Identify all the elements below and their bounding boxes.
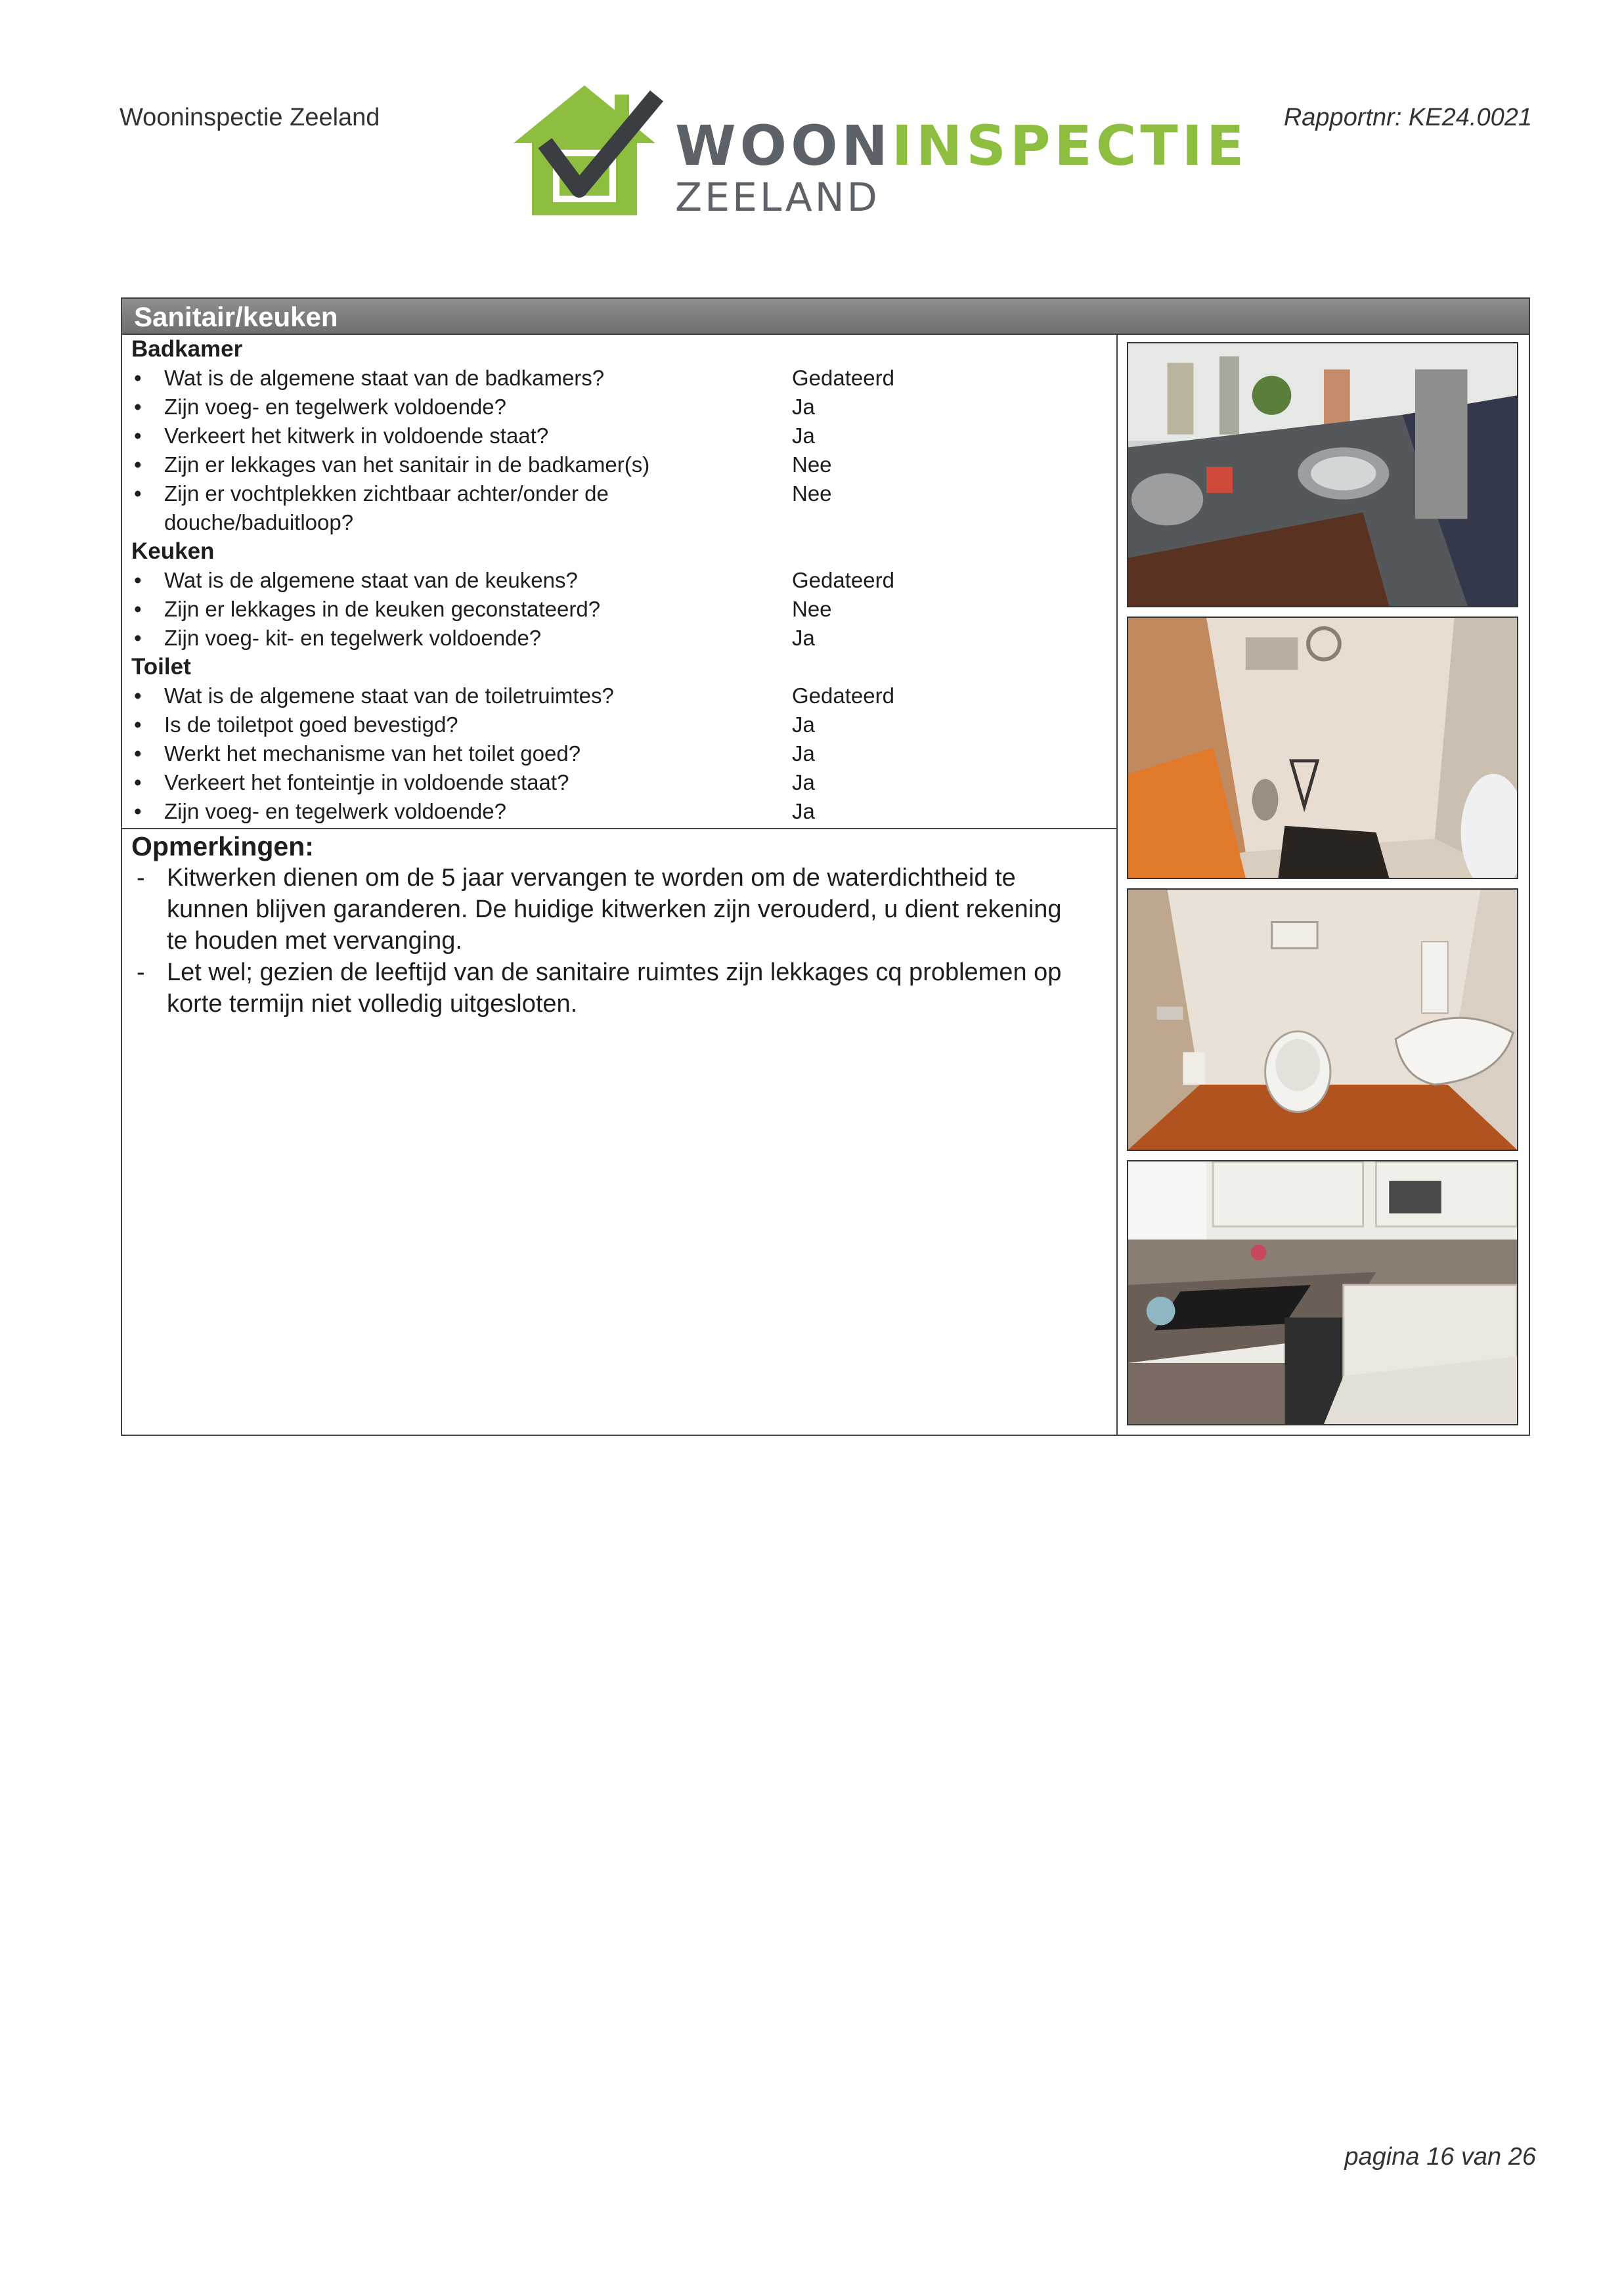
kitchen-photo bbox=[1127, 1160, 1518, 1425]
question-row: • Zijn voeg- kit- en tegelwerk voldoende? Ja bbox=[131, 624, 1103, 653]
answer: Gedateerd bbox=[792, 568, 894, 592]
answer: Ja bbox=[792, 626, 815, 650]
question-row: • Wat is de algemene staat van de keukens? Gedateerd bbox=[131, 566, 1103, 595]
answer: Ja bbox=[792, 712, 815, 737]
question-row: • Zijn voeg- en tegelwerk voldoende? Ja bbox=[131, 393, 1103, 422]
answer: Gedateerd bbox=[792, 683, 894, 708]
answer: Ja bbox=[792, 423, 815, 448]
answer: Nee bbox=[792, 597, 832, 621]
section-title-bar bbox=[122, 299, 1529, 335]
remarks-title: Opmerkingen: bbox=[131, 831, 314, 861]
logo-subtitle: ZEELAND bbox=[675, 175, 880, 221]
question-row: • Verkeert het fonteintje in voldoende staat? Ja bbox=[131, 768, 1103, 797]
category-heading: Keuken bbox=[131, 538, 215, 564]
answer: Nee bbox=[792, 452, 832, 477]
house-check-icon bbox=[506, 77, 663, 228]
question-row: • Wat is de algemene staat van de toiletruimtes? Gedateerd bbox=[131, 682, 1103, 710]
answer: Ja bbox=[792, 799, 815, 823]
question-row: • Zijn voeg- en tegelwerk voldoende? Ja bbox=[131, 797, 1103, 826]
question-row: • Zijn er vochtplekken zichtbaar achter/onder de douche/baduitloop? Nee bbox=[131, 479, 1103, 537]
bathroom-sink-photo bbox=[1127, 342, 1518, 607]
remarks-divider bbox=[122, 828, 1116, 829]
question-row: • Verkeert het kitwerk in voldoende staat? Ja bbox=[131, 422, 1103, 450]
company-logo bbox=[506, 77, 1248, 228]
answer: Nee bbox=[792, 481, 832, 506]
answer: Ja bbox=[792, 395, 815, 419]
header-report-number: Rapportnr: KE24.0021 bbox=[1283, 104, 1532, 131]
page-number: pagina 16 van 26 bbox=[1344, 2143, 1536, 2171]
answer: Ja bbox=[792, 741, 815, 766]
section-title: Sanitair/keuken bbox=[134, 301, 338, 332]
shower-photo bbox=[1127, 617, 1518, 879]
remarks-block bbox=[131, 831, 1103, 1020]
section-box bbox=[121, 297, 1530, 1436]
remark-item: - Let wel; gezien de leeftijd van de sanitaire ruimtes zijn lekkages cq problemen op korte termijn niet volledig uitgesloten. bbox=[137, 959, 1062, 1018]
answer: Ja bbox=[792, 770, 815, 794]
question-row: • Is de toiletpot goed bevestigd? Ja bbox=[131, 710, 1103, 739]
column-divider bbox=[1116, 334, 1118, 1436]
category-heading: Badkamer bbox=[131, 336, 243, 362]
answer: Gedateerd bbox=[792, 366, 894, 390]
question-row: • Zijn er lekkages in de keuken geconstateerd? Nee bbox=[131, 595, 1103, 624]
question-row: • Wat is de algemene staat van de badkamers? Gedateerd bbox=[131, 364, 1103, 393]
toilet-photo bbox=[1127, 888, 1518, 1151]
question-row: • Zijn er lekkages van het sanitair in de badkamer(s) Nee bbox=[131, 450, 1103, 479]
category-heading: Toilet bbox=[131, 654, 191, 680]
question-list bbox=[131, 335, 1103, 826]
logo-wordmark: WOONINSPECTIE bbox=[675, 114, 1248, 178]
question-row: • Werkt het mechanisme van het toilet goed? Ja bbox=[131, 739, 1103, 768]
header-org-name: Wooninspectie Zeeland bbox=[120, 104, 380, 131]
remark-item: - Kitwerken dienen om de 5 jaar vervangen te worden om de waterdichtheid te kunnen blijven garanderen. De huidige kitwerken zijn verouderd, u dient rekening te houden met vervanging. bbox=[137, 864, 1062, 955]
